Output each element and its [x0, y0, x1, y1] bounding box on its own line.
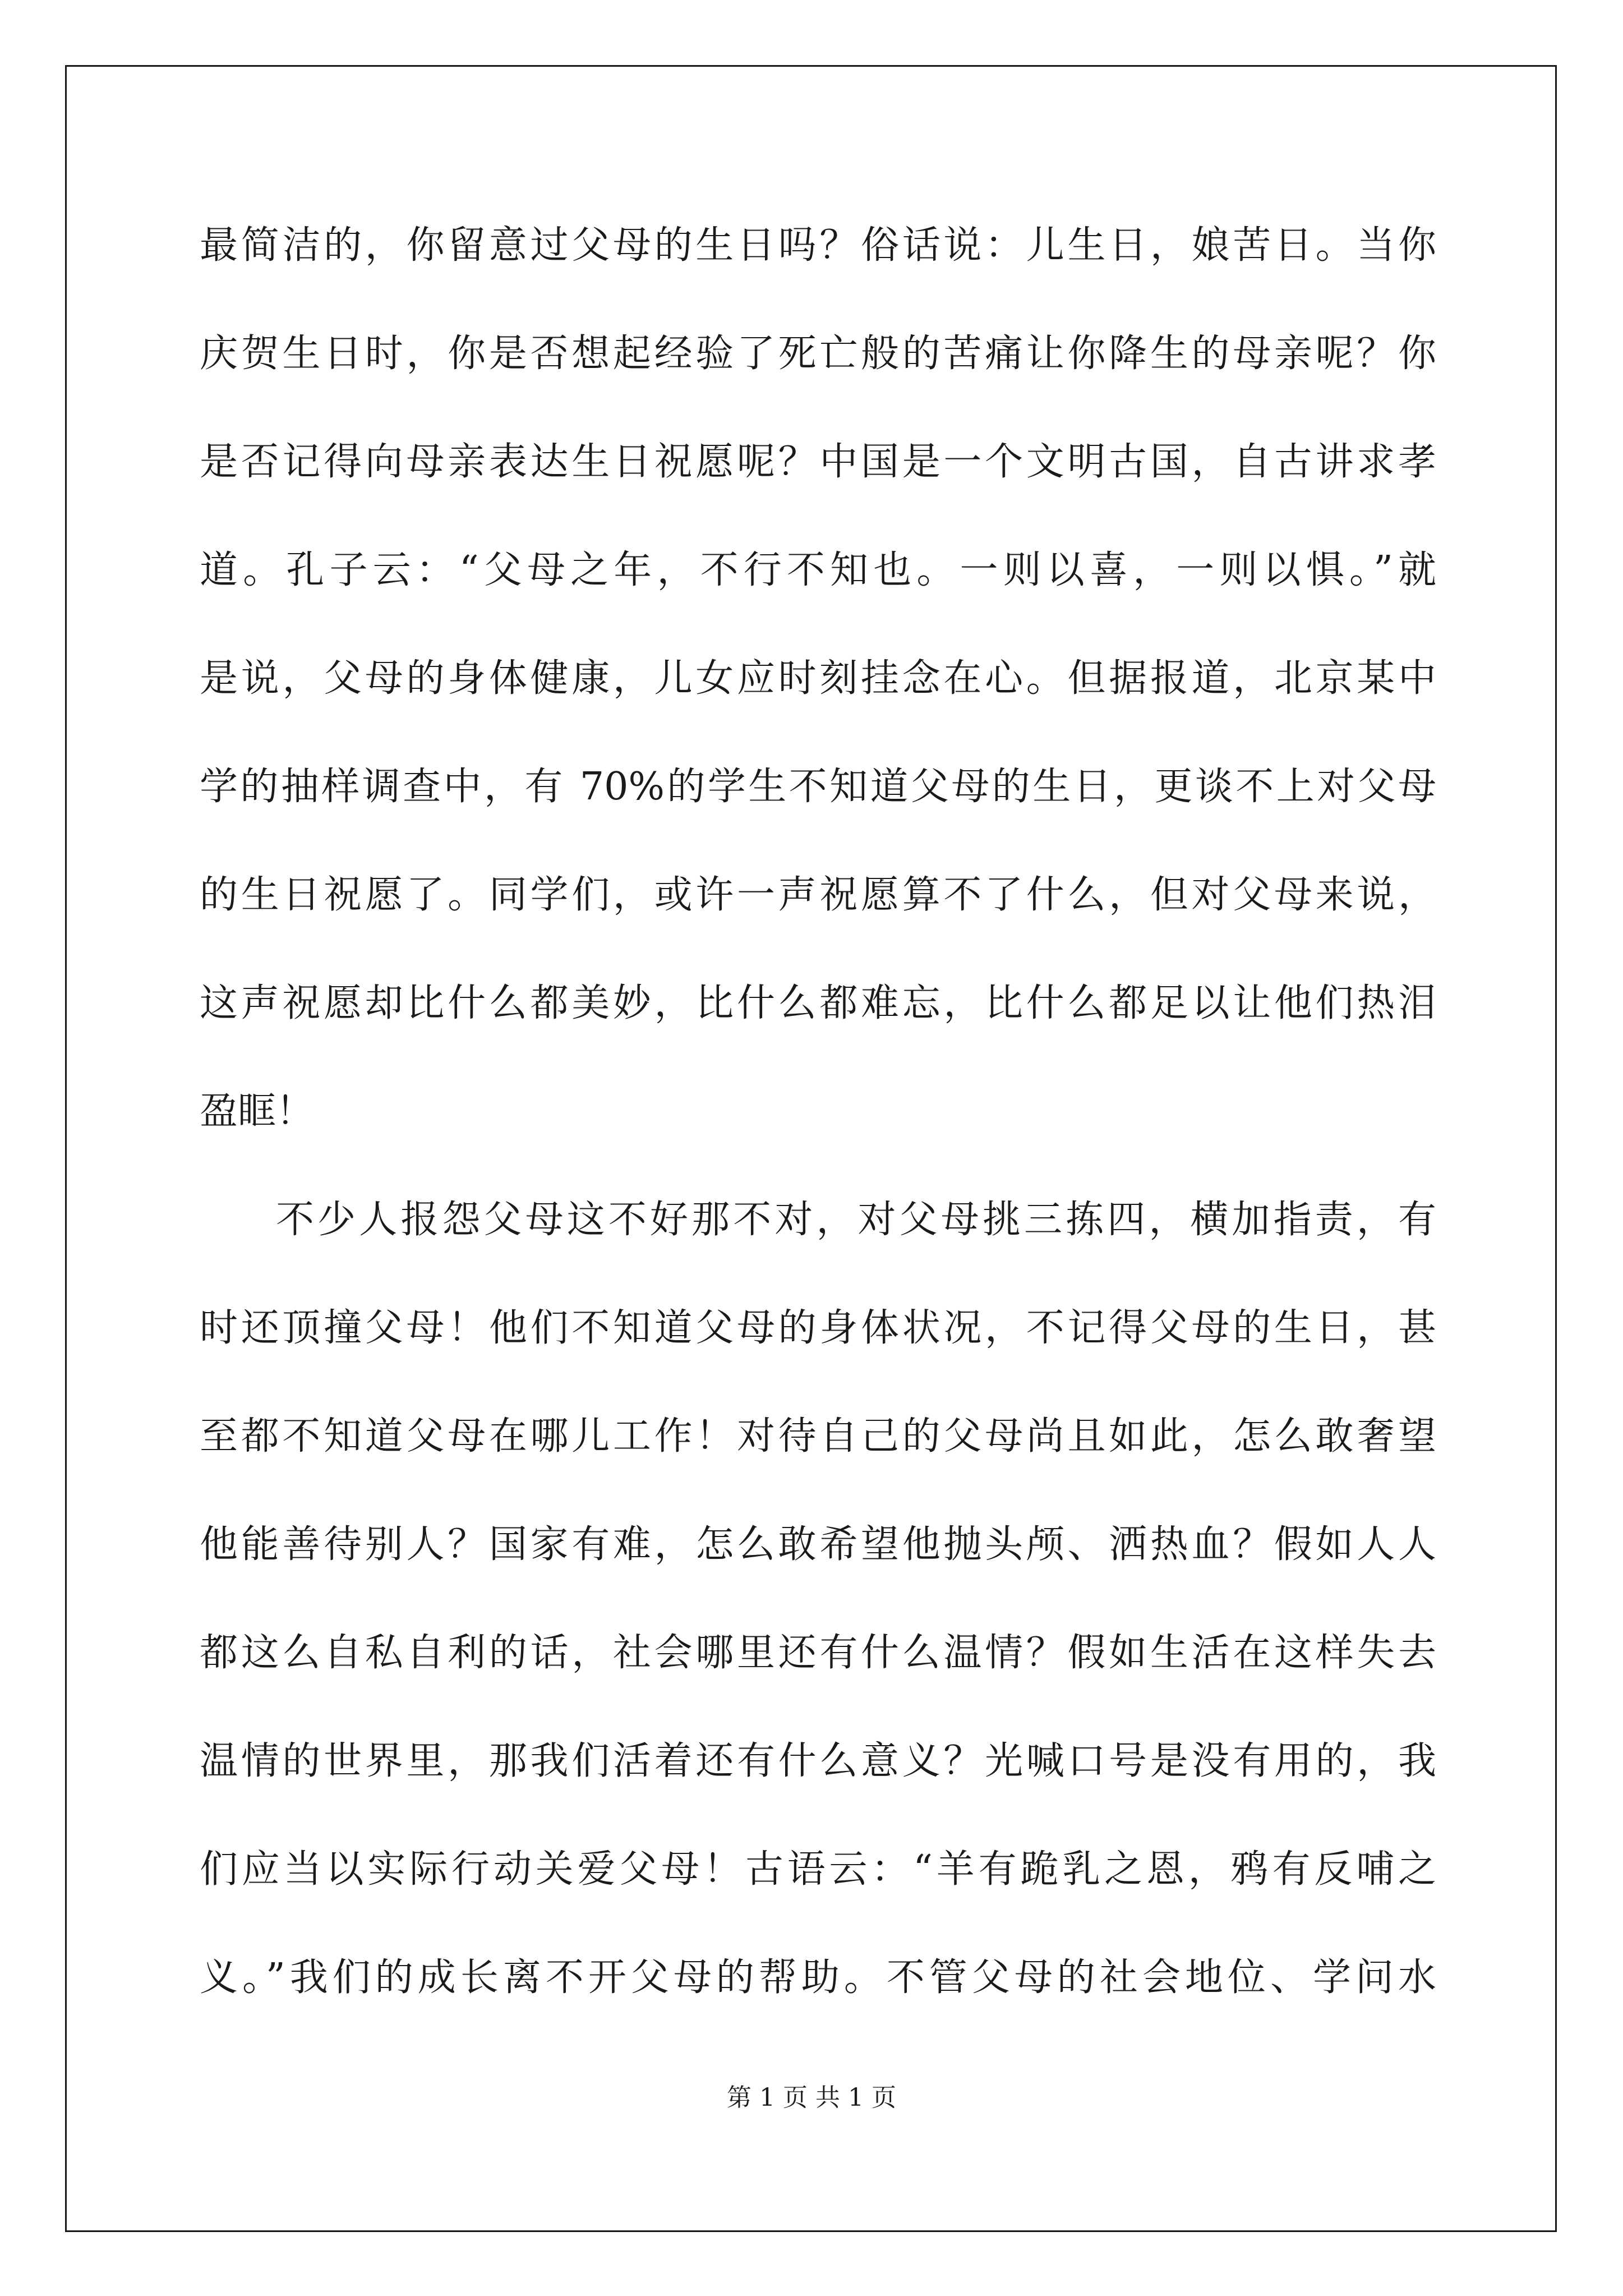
text-line: 们应当以实际行动关爱父母！古语云：“羊有跪乳之恩，鸦有反哺之	[200, 1847, 1436, 1892]
page-border	[65, 65, 1557, 2232]
text-line: 庆贺生日时，你是否想起经验了死亡般的苦痛让你降生的母亲呢？你	[200, 332, 1436, 376]
page-number-footer: 第 1 页 共 1 页	[727, 2083, 896, 2112]
text-line: 都这么自私自利的话，社会哪里还有什么温情？假如生活在这样失去	[200, 1631, 1436, 1675]
text-line: 他能善待别人？国家有难，怎么敢希望他抛头颅、洒热血？假如人人	[200, 1522, 1436, 1567]
text-line: 至都不知道父母在哪儿工作！对待自己的父母尚且如此，怎么敢奢望	[200, 1414, 1436, 1458]
text-line: 温情的世界里，那我们活着还有什么意义？光喊口号是没有用的，我	[200, 1739, 1436, 1783]
text-line: 盈眶！	[200, 1089, 315, 1134]
text-line: 的生日祝愿了。同学们，或许一声祝愿算不了什么，但对父母来说，	[200, 873, 1436, 917]
text-line: 义。”我们的成长离不开父母的帮助。不管父母的社会地位、学问水	[200, 1955, 1436, 2000]
text-line: 是说，父母的身体健康，儿女应时刻挂念在心。但据报道，北京某中	[200, 656, 1436, 701]
text-line: 这声祝愿却比什么都美妙，比什么都难忘，比什么都足以让他们热泪	[200, 981, 1436, 1025]
text-line: 学的抽样调查中，有 70%的学生不知道父母的生日，更谈不上对父母	[200, 765, 1436, 809]
text-line: 是否记得向母亲表达生日祝愿呢？中国是一个文明古国，自古讲求孝	[200, 440, 1436, 484]
paragraph-first-line: 不少人报怨父母这不好那不对，对父母挑三拣四，横加指责，有	[276, 1198, 1436, 1242]
text-line: 最简洁的，你留意过父母的生日吗？俗话说：儿生日，娘苦日。当你	[200, 223, 1436, 268]
text-line: 道。孔子云：“父母之年，不行不知也。一则以喜，一则以惧。”就	[200, 548, 1436, 592]
text-line: 时还顶撞父母！他们不知道父母的身体状况，不记得父母的生日，甚	[200, 1306, 1436, 1350]
